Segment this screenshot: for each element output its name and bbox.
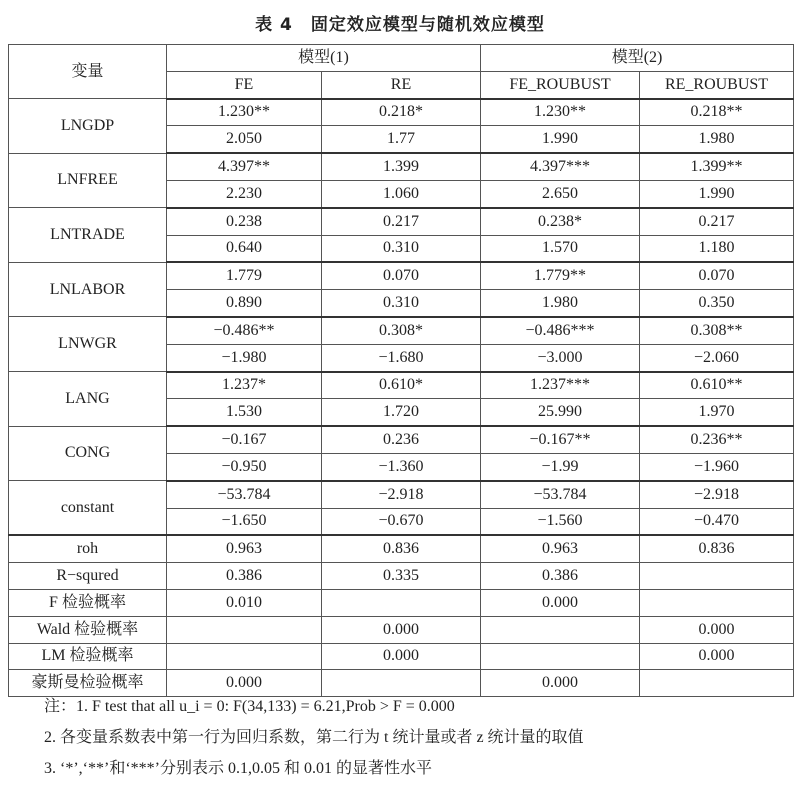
statistic-cell: 1.990 — [640, 180, 794, 207]
statistic-cell: 1.720 — [322, 399, 481, 426]
statistic-cell: −0.470 — [640, 508, 794, 535]
statistic-cell: 25.990 — [481, 399, 640, 426]
coefficient-cell: 1.779 — [167, 262, 322, 289]
stat-name: Wald 检验概率 — [9, 616, 167, 643]
coefficient-cell: −2.918 — [640, 481, 794, 508]
stat-value-cell: 0.000 — [481, 589, 640, 616]
stat-value-cell — [640, 589, 794, 616]
header-col-fe-robust: FE_ROUBUST — [481, 71, 640, 98]
coefficient-cell: 1.230** — [481, 99, 640, 126]
coefficient-cell: 1.230** — [167, 99, 322, 126]
statistic-cell: −1.960 — [640, 453, 794, 480]
statistic-cell: 2.050 — [167, 126, 322, 153]
stat-value-cell: 0.000 — [481, 670, 640, 697]
coefficient-cell: 0.238* — [481, 208, 640, 235]
statistic-cell: 1.180 — [640, 235, 794, 262]
statistic-cell: 0.890 — [167, 290, 322, 317]
stat-value-cell: 0.386 — [481, 563, 640, 590]
table-body — [9, 99, 794, 697]
coefficient-cell: 0.070 — [640, 262, 794, 289]
stat-value-cell — [322, 589, 481, 616]
stat-value-cell: 0.963 — [167, 535, 322, 562]
stat-value-cell: 0.963 — [481, 535, 640, 562]
statistic-cell: 0.310 — [322, 290, 481, 317]
header-col-re: RE — [322, 71, 481, 98]
stat-value-cell: 0.010 — [167, 589, 322, 616]
coefficient-cell: 0.218** — [640, 99, 794, 126]
coefficient-cell: 0.218* — [322, 99, 481, 126]
header-col-re-robust: RE_ROUBUST — [640, 71, 794, 98]
statistic-cell: 1.980 — [640, 126, 794, 153]
stat-name: roh — [9, 535, 167, 562]
statistic-cell: −3.000 — [481, 344, 640, 371]
stat-value-cell: 0.000 — [322, 643, 481, 670]
coefficient-cell: 4.397*** — [481, 153, 640, 180]
coefficient-cell: 0.238 — [167, 208, 322, 235]
coefficient-cell: 0.610* — [322, 372, 481, 399]
table-row — [9, 372, 794, 399]
header-variable: 变量 — [9, 45, 167, 99]
stat-value-cell — [167, 643, 322, 670]
note-line: 2. 各变量系数表中第一行为回归系数，第二行为 t 统计量或者 z 统计量的取值 — [44, 729, 584, 746]
statistic-cell: 0.350 — [640, 290, 794, 317]
coefficient-cell: 0.308* — [322, 317, 481, 344]
table-row — [9, 426, 794, 453]
coefficient-cell: −0.167** — [481, 426, 640, 453]
statistic-cell: −1.560 — [481, 508, 640, 535]
coefficient-cell: 0.610** — [640, 372, 794, 399]
table-row — [9, 208, 794, 235]
table-row — [9, 643, 794, 670]
stat-name: R−squred — [9, 563, 167, 590]
table-row — [9, 99, 794, 126]
stat-name: 豪斯曼检验概率 — [9, 670, 167, 697]
variable-name: CONG — [9, 426, 167, 481]
stat-value-cell: 0.000 — [322, 616, 481, 643]
statistic-cell: 0.310 — [322, 235, 481, 262]
variable-name: LNFREE — [9, 153, 167, 208]
statistic-cell: −1.980 — [167, 344, 322, 371]
stat-value-cell — [481, 616, 640, 643]
variable-name: LANG — [9, 372, 167, 427]
table-title: 表 4 固定效应模型与随机效应模型 — [255, 15, 545, 35]
stat-value-cell: 0.836 — [640, 535, 794, 562]
stat-value-cell — [640, 563, 794, 590]
stat-value-cell — [167, 616, 322, 643]
statistic-cell: −1.360 — [322, 453, 481, 480]
statistic-cell: −1.99 — [481, 453, 640, 480]
results-table — [8, 44, 794, 697]
statistic-cell: 2.230 — [167, 180, 322, 207]
coefficient-cell: 4.397** — [167, 153, 322, 180]
coefficient-cell: −53.784 — [481, 481, 640, 508]
coefficient-cell: 0.308** — [640, 317, 794, 344]
coefficient-cell: 0.236 — [322, 426, 481, 453]
header-col-fe: FE — [167, 71, 322, 98]
coefficient-cell: −0.486** — [167, 317, 322, 344]
statistic-cell: 1.570 — [481, 235, 640, 262]
coefficient-cell: 1.779** — [481, 262, 640, 289]
coefficient-cell: 0.217 — [640, 208, 794, 235]
coefficient-cell: 1.237* — [167, 372, 322, 399]
table-row — [9, 481, 794, 508]
coefficient-cell: 0.070 — [322, 262, 481, 289]
statistic-cell: 1.77 — [322, 126, 481, 153]
statistic-cell: 1.990 — [481, 126, 640, 153]
table-row — [9, 262, 794, 289]
statistic-cell: −1.650 — [167, 508, 322, 535]
coefficient-cell: −0.167 — [167, 426, 322, 453]
table-row — [9, 317, 794, 344]
table-row — [9, 563, 794, 590]
stat-value-cell: 0.000 — [167, 670, 322, 697]
statistic-cell: −2.060 — [640, 344, 794, 371]
note-line: 3. ‘*’,‘**’和‘***’分别表示 0.1,0.05 和 0.01 的显著性水平 — [44, 760, 432, 777]
coefficient-cell: 1.237*** — [481, 372, 640, 399]
coefficient-cell: −0.486*** — [481, 317, 640, 344]
statistic-cell: 1.060 — [322, 180, 481, 207]
table-row — [9, 153, 794, 180]
header-model-2: 模型(2) — [481, 45, 794, 72]
coefficient-cell: 0.217 — [322, 208, 481, 235]
statistic-cell: 1.970 — [640, 399, 794, 426]
stat-value-cell: 0.386 — [167, 563, 322, 590]
statistic-cell: 1.980 — [481, 290, 640, 317]
coefficient-cell: 1.399 — [322, 153, 481, 180]
statistic-cell: 2.650 — [481, 180, 640, 207]
table-row — [9, 535, 794, 562]
header-model-1: 模型(1) — [167, 45, 481, 72]
table-row — [9, 589, 794, 616]
statistic-cell: −0.950 — [167, 453, 322, 480]
coefficient-cell: 0.236** — [640, 426, 794, 453]
statistic-cell: 0.640 — [167, 235, 322, 262]
stat-value-cell: 0.000 — [640, 616, 794, 643]
stat-name: F 检验概率 — [9, 589, 167, 616]
variable-name: LNTRADE — [9, 208, 167, 263]
table-row — [9, 616, 794, 643]
variable-name: LNWGR — [9, 317, 167, 372]
table-notes — [44, 691, 784, 784]
coefficient-cell: 1.399** — [640, 153, 794, 180]
stat-name: LM 检验概率 — [9, 643, 167, 670]
statistic-cell: 1.530 — [167, 399, 322, 426]
coefficient-cell: −53.784 — [167, 481, 322, 508]
stat-value-cell: 0.335 — [322, 563, 481, 590]
coefficient-cell: −2.918 — [322, 481, 481, 508]
stat-value-cell: 0.000 — [640, 643, 794, 670]
variable-name: LNLABOR — [9, 262, 167, 317]
variable-name: constant — [9, 481, 167, 536]
stat-value-cell: 0.836 — [322, 535, 481, 562]
statistic-cell: −0.670 — [322, 508, 481, 535]
statistic-cell: −1.680 — [322, 344, 481, 371]
note-line: 注：1. F test that all u_i = 0: F(34,133) = 6.21,Prob > F = 0.000 — [44, 698, 455, 715]
variable-name: LNGDP — [9, 99, 167, 154]
stat-value-cell — [481, 643, 640, 670]
